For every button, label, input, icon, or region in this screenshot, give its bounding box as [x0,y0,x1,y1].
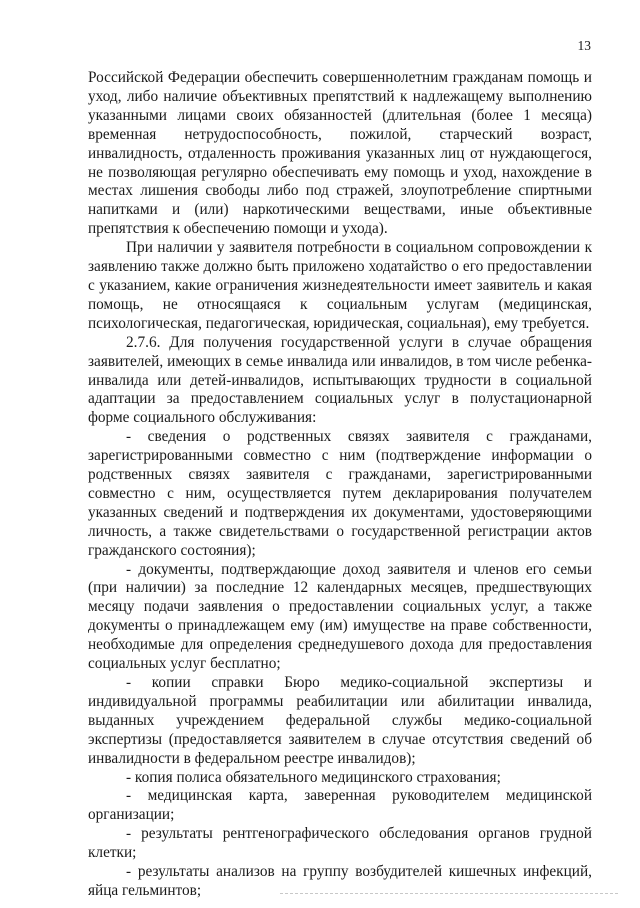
list-item: - результаты рентгенографического обследования органов грудной клетки; [88,825,592,862]
list-item: - документы, подтверждающие доход заявителя и членов его семьи (при наличии) за последние 12 календарных месяцев, предшествующих месяцу подачи заявления о предоставлении социальных услуг, а также документы о принадлежащем ему (им) имуществе на праве собственности, необходимые для определения среднедушевого дохода для предоставления социальных услуг бесплатно; [88,560,592,673]
list-item: - медицинская карта, заверенная руководителем медицинской организации; [88,787,592,824]
list-item: - копия полиса обязательного медицинского страхования; [126,768,501,786]
paragraph: 2.7.6. Для получения государственной услуги в случае обращения заявителей, имеющих в семье инвалида или инвалидов, в том числе ребенка-инвалида или детей-инвалидов, испытывающих трудности в социальной адаптации за предоставлением социальных услуг в полустационарной форме социального обслуживания: [88,333,592,427]
page-number: 13 [577,38,591,53]
list-item: - результаты анализов на группу возбудителей кишечных инфекций, яйца гельминтов; [88,863,592,899]
scan-edge-divider [280,893,618,894]
paragraph: При наличии у заявителя потребности в социальном сопровождении к заявлению также должно быть приложено ходатайство о его предоставлении с указанием, какие ограничения жизнедеятельности имеет заявитель и какая помощь, не относящаяся к социальным услугам (медицинская, психологическая, педагогическая, юридическая, социальная), ему требуется. [88,239,592,332]
paragraph: Российской Федерации обеспечить совершеннолетним гражданам помощь и уход, либо наличие объективных препятствий к надлежащему выполнению указанными лицами своих обязанностей (длительная (более 1 месяца) временная нетрудоспособность, пожилой, старческий возраст, инвалидность, отдаленность проживания указанных лиц от нуждающегося, не позволяющая регулярно обеспечивать ему помощь и уход, нахождение в местах лишения свободы либо под стражей, злоупотребление спиртными напитками и (или) наркотическими веществами, иные объективные препятствия к обеспечению помощи и ухода). [88,69,592,238]
list-item: - сведения о родственных связях заявителя с гражданами, зарегистрированными совместно с ним (подтверждение информации о родственных связях заявителя с гражданами, зарегистрированными совместно с ним, осуществляется путем декларирования получателем указанных сведений и подтверждения их документами, удостоверяющими личность, а также свидетельствами о государственной регистрации актов гражданского состояния); [88,428,592,559]
document-body [88,69,592,901]
list-item: - копии справки Бюро медико-социальной экспертизы и индивидуальной программы реабилитации или абилитации инвалида, выданных учреждением федеральной службы медико-социальной экспертизы (предоставляется заявителем в случае отсутствия сведений об инвалидности в федеральном реестре инвалидов); [88,674,592,767]
